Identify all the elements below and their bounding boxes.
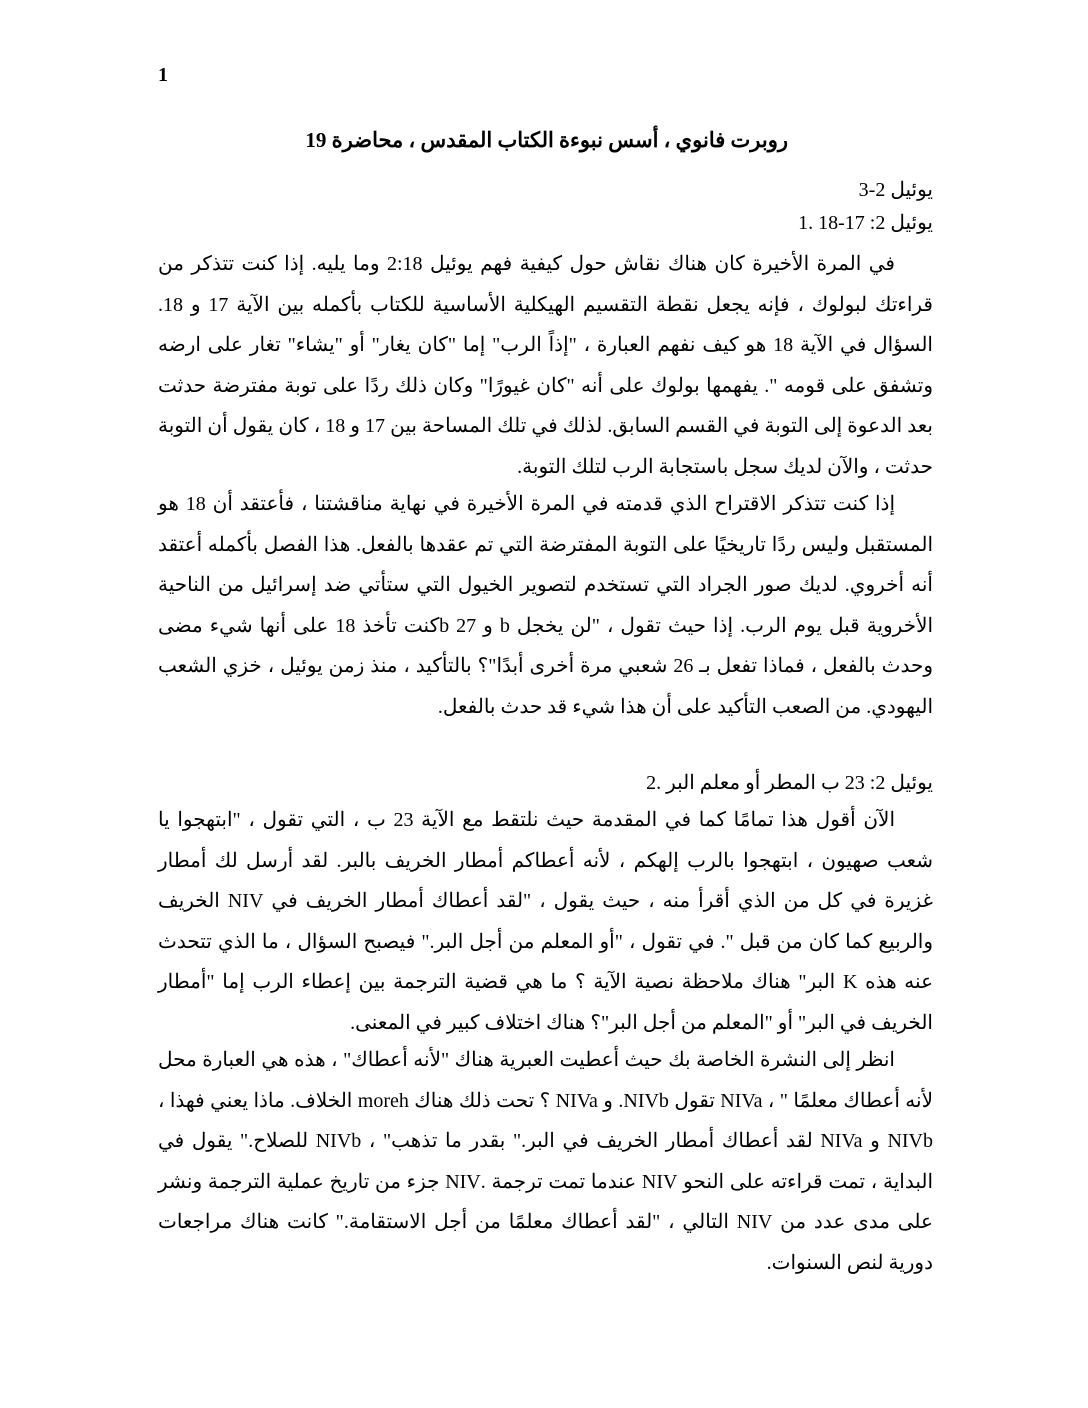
section-heading-1: يوئيل 2: 17-18 .1 [798,212,933,234]
paragraph-2 [158,484,933,727]
paragraph-text: إذا كنت تتذكر الاقتراح الذي قدمته في المرة الأخيرة في نهاية مناقشتنا ، فأعتقد أن 18 هو المستقبل وليس ردًا تاريخيًا على التوبة المفترضة التي تم عقدها بالفعل. هذا الفصل بأكمله أعتقد أنه أخروي. لديك صور الجراد التي تستخدم لتصوير الخيول التي ستأتي ضد إسرائيل من الناحية الأخروية قبل يوم الرب. إذا حيث تقول ، "لن يخجل b و 27 bكنت تأخذ 18 على أنها شيء مضى وحدث بالفعل ، فماذا تفعل بـ 26 شعبي مرة أخرى أبدًا"؟ بالتأكيد ، منذ زمن يوئيل ، خزي الشعب اليهودي. من الصعب التأكيد على أن هذا شيء قد حدث بالفعل. [158,493,934,718]
paragraph-text: انظر إلى النشرة الخاصة بك حيث أعطيت العبرية هناك "لأنه أعطاك" ، هذه هي العبارة محل لأنه أعطاك معلمًا " ، NIVa تقول NIVb. و NIVa ؟ تحت ذلك هناك moreh الخلاف. ماذا يعني فهذا ، NIVb و NIVa لقد أعطاك أمطار الخريف في البر." بقدر ما تذهب" ، NIVb للصلاح." يقول في البداية ، تمت قراءته على النحو NIV عندما تمت ترجمة .NIV جزء من تاريخ عملية الترجمة ونشر على مدى عدد من NIV التالي ، "لقد أعطاك معلمًا من أجل الاستقامة." كانت هناك مراجعات دورية لنص السنوات. [158,1049,934,1274]
section-heading-2: يوئيل 2: 23 ب المطر أو معلم البر .2 [646,772,933,794]
page-number: 1 [158,64,168,86]
paragraph-4 [158,1040,933,1283]
paragraph-1 [158,244,933,487]
paragraph-text: الآن أقول هذا تمامًا كما في المقدمة حيث نلتقط مع الآية 23 ب ، التي تقول ، "ابتهجوا يا شعب صهيون ، ابتهجوا بالرب إلهكم ، لأنه أعطاكم أمطار الخريف بالبر. لقد أرسل لك أمطار غزيرة في كل من الذي أقرأ منه ، حيث يقول ، "لقد أعطاك أمطار الخريف في NIV الخريف والربيع كما كان من قبل ". في تقول ، "أو المعلم من أجل البر." فيصبح السؤال ، ما الذي تتحدث عنه هذه K البر" هناك ملاحظة نصية الآية ؟ ما هي قضية الترجمة بين إعطاء الرب إما "أمطار الخريف في البر" أو "المعلم من أجل البر"؟ هناك اختلاف كبير في المعنى. [158,809,934,1034]
paragraph-text: في المرة الأخيرة كان هناك نقاش حول كيفية فهم يوئيل 2:18 وما يليه. إذا كنت تتذكر من قراءتك لبولوك ، فإنه يجعل نقطة التقسيم الهيكلية الأساسية للكتاب بأكمله بين الآية 17 و 18. السؤال في الآية 18 هو كيف نفهم العبارة ، "إذاً الرب" إما "كان يغار" أو "يشاء" تغار على ارضه وتشفق على قومه ". يفهمها بولوك على أنه "كان غيورًا" وكان ذلك ردًا على توبة مفترضة حدثت بعد الدعوة إلى التوبة في القسم السابق. لذلك في تلك المساحة بين 17 و 18 ، كان يقول أن التوبة حدثت ، والآن لديك سجل باستجابة الرب لتلك التوبة. [158,253,933,478]
passage-heading: يوئيل 2-3 [858,179,933,201]
paragraph-3 [158,800,933,1043]
document-title: روبرت فانوي ، أسس نبوءة الكتاب المقدس ، محاضرة 19 [305,128,788,152]
